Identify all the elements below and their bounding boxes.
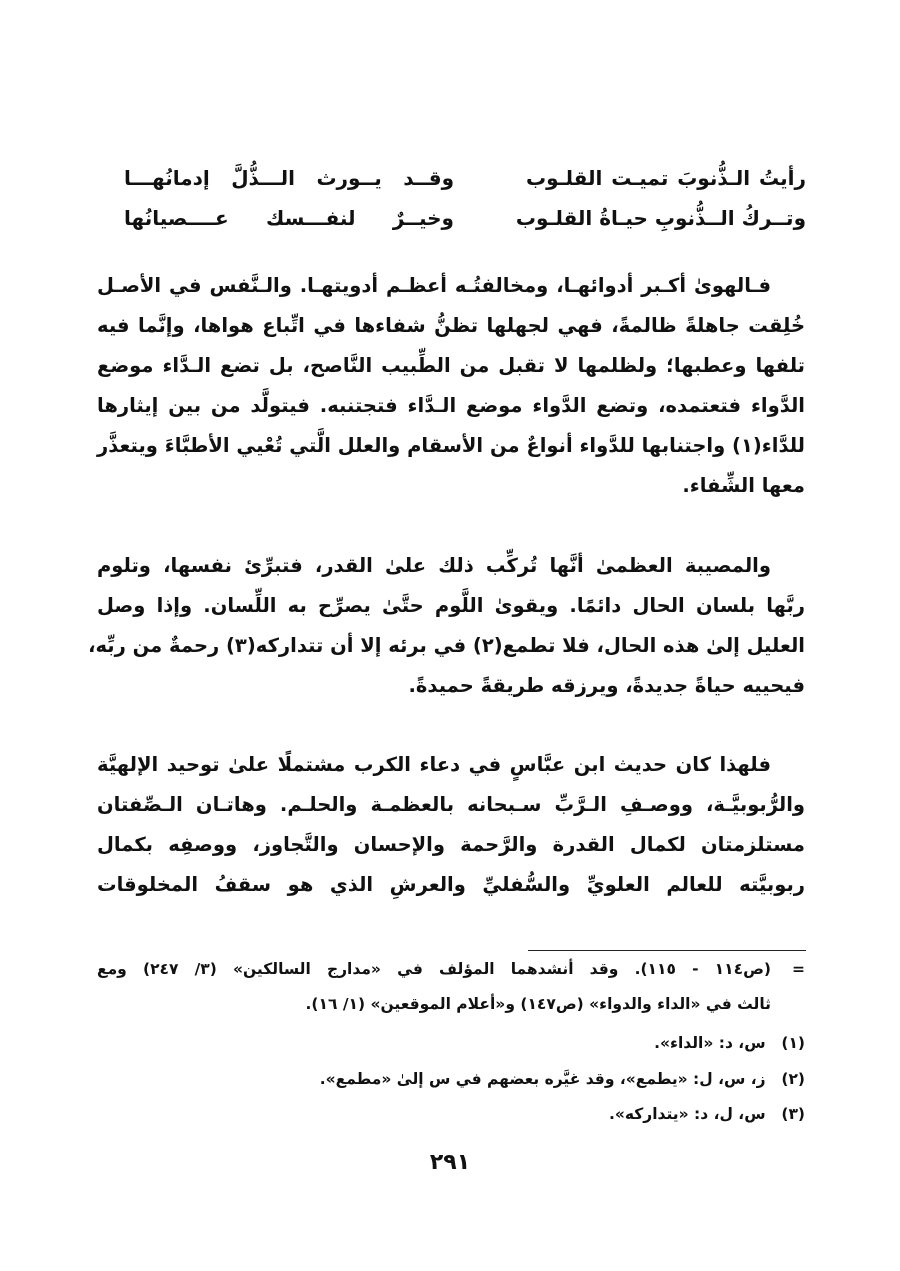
paragraph-1-line: الدَّواء فتعتمده، وتضع الدَّواء موضع الـدَّاء فتجتنبه. فيتولَّد من بين إيثارها <box>97 394 805 417</box>
paragraph-3-line: مستلزمتان لكمال القدرة والرَّحمة والإحسان والتَّجاوز، ووصفِه بكمال <box>97 833 805 856</box>
footnote-text: ز، س، ل: «يطمع»، وقد غيَّره بعضهم في س إلىٰ «مطمع». <box>319 1070 766 1088</box>
footnote-number: (١) <box>781 1034 805 1052</box>
paragraph-2-line: العليل إلىٰ هذه الحال، فلا تطمع(٢) في برئه إلا أن تتداركه(٣) رحمةٌ من ربِّه، <box>88 634 805 657</box>
footnote-text: (ص١١٤ - ١١٥). وقد أنشدهما المؤلف في «مدارج السالكين» (٣/ ٢٤٧) ومع <box>97 960 771 978</box>
footnote-text: س، د: «الداء». <box>654 1034 766 1052</box>
page-number: ٢٩١ <box>429 1150 471 1175</box>
footnote-text: س، ل، د: «يتداركه». <box>608 1105 766 1123</box>
continuation-mark: = <box>792 960 805 978</box>
paragraph-3-line: والرُّبوبيَّـة، ووصـفِ الـرَّبِّ سـبحانه بالعظمـة والحلـم. وهاتـان الـصِّفتان <box>97 793 805 816</box>
paragraph-1-line: للدَّاء(١) واجتنابها للدَّواء أنواعٌ من الأسقام والعلل الَّتي تُعْيي الأطبَّاءَ ويتعذَّر <box>97 434 805 457</box>
paragraph-2-line: فيحييه حياةً جديدةً، ويرزقه طريقةً حميدةً. <box>408 674 805 697</box>
verse-line <box>110 206 806 246</box>
paragraph-3-line: ربوبيَّته للعالم العلويِّ والسُّفليِّ والعرشِ الذي هو سقفُ المخلوقات <box>97 873 805 896</box>
footnote-continuation-line: ثالث في «الداء والدواء» (ص١٤٧) و«أعلام الموقعين» (١/ ١٦). <box>305 995 771 1013</box>
verse-hemistich-left: وقــد يــورث الـــذُّلَّ إدمانُهـــا <box>124 166 454 190</box>
footnote-continuation-line <box>97 960 805 978</box>
paragraph-1-line: معها الشِّفاء. <box>682 474 805 497</box>
paragraph-1-line: فـالهوىٰ أكـبر أدوائهـا، ومخالفتُـه أعظـم أدويتهـا. والـنَّفس في الأصـل <box>97 274 771 297</box>
paragraph-1-line: تلفها وعطبها؛ ولظلمها لا تقبل من الطِّبيب النَّاصح، بل تضع الـدَّاء موضع <box>97 354 805 377</box>
verse-line <box>110 166 806 206</box>
footnote-3 <box>97 1105 805 1123</box>
footnote-number: (٢) <box>781 1070 805 1088</box>
footnote-number: (٣) <box>781 1105 805 1123</box>
verse-hemistich-left: وخيــرٌ لنفـــسك عــــصيانُها <box>124 206 454 230</box>
verse-hemistich-right: وتــركُ الــذُّنوبِ حيـاةُ القلـوب <box>515 206 806 230</box>
verse-hemistich-right: رأيتُ الـذُّنوبَ تميـت القلـوب <box>526 166 806 190</box>
paragraph-3-line: فلهذا كان حديث ابن عبَّاسٍ في دعاء الكرب مشتملًا علىٰ توحيد الإلهيَّة <box>97 753 771 776</box>
footnote-separator <box>528 950 806 951</box>
paragraph-2-line: ربَّها بلسان الحال دائمًا. ويقوىٰ اللَّوم حتَّىٰ يصرِّح به اللِّسان. وإذا وصل <box>97 594 805 617</box>
paragraph-2-line: والمصيبة العظمىٰ أنَّها تُركِّب ذلك علىٰ القدر، فتبرِّئ نفسها، وتلوم <box>97 554 771 577</box>
footnote-2 <box>97 1070 805 1088</box>
footnote-1 <box>97 1034 805 1052</box>
paragraph-1-line: خُلِقت جاهلةً ظالمةً، فهي لجهلها تظنُّ شفاءها في اتِّباع هواها، وإنَّما فيه <box>97 314 805 337</box>
